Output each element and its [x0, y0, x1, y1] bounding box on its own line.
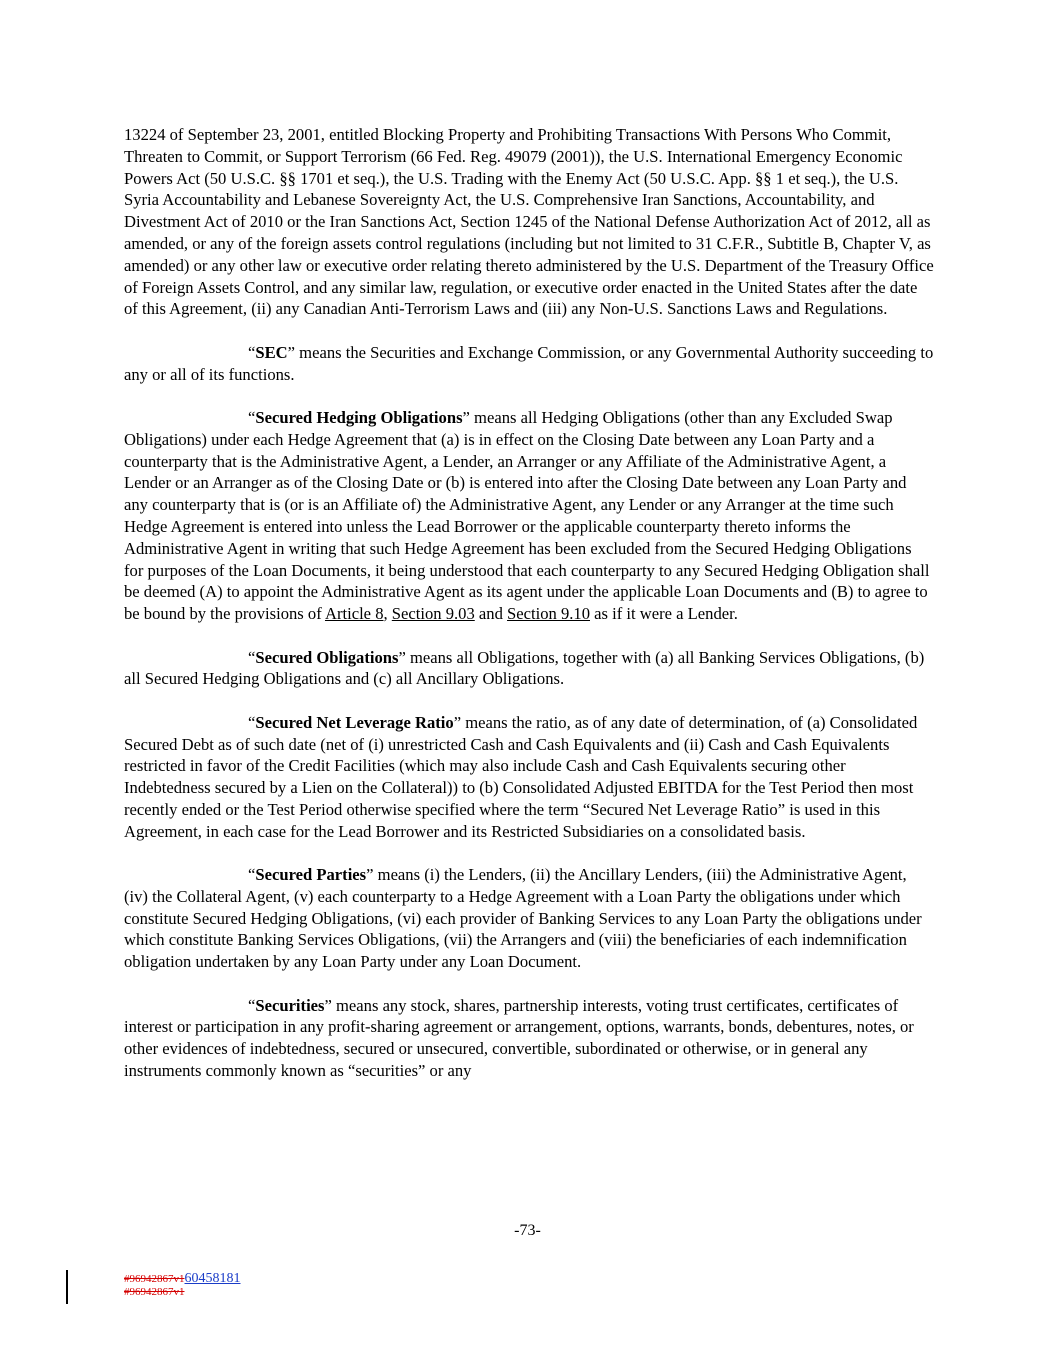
- defined-term: Secured Obligations: [255, 647, 399, 667]
- definition-secured-parties: “Secured Parties” means (i) the Lenders, (ii) the Ancillary Lenders, (iii) the Administrative Agent, (iv) the Collateral Agent, (v) each counterparty to a Hedge Agreement with a Loan Party the obligations under which constitute Secured Hedging Obligations, (vi) each provider of Banking Services to any Loan Party the obligations under which constitute Banking Services Obligations, (vii) the Arrangers and (viii) the beneficiaries of each indemnification obligation undertaken by any Loan Party under any Loan Document.: [124, 865, 922, 972]
- defined-term: Secured Hedging Obligations: [255, 407, 463, 427]
- document-id: [124, 1272, 241, 1299]
- cross-reference-section-9-03: Section 9.03: [391, 604, 475, 624]
- definition-secured-obligations: “Secured Obligations” means all Obligations, together with (a) all Banking Services Obligations, (b) all Secured Hedging Obligations and (c) all Ancillary Obligations.: [124, 647, 925, 689]
- definition-sec: “SEC” means the Securities and Exchange Commission, or any Governmental Authority succeeding to any or all of its functions.: [124, 342, 934, 384]
- cross-reference-article-8: Article 8: [324, 604, 384, 624]
- document-page: [124, 124, 934, 1082]
- deleted-doc-id-2: #96942867v1: [124, 1286, 185, 1298]
- defined-term: Secured Net Leverage Ratio: [255, 712, 454, 732]
- cross-reference-section-9-10: Section 9.10: [507, 604, 590, 624]
- definition-secured-net-leverage-ratio: “Secured Net Leverage Ratio” means the ratio, as of any date of determination, of (a) Consolidated Secured Debt as of such date (net of (i) unrestricted Cash and Cash Equivalents and (ii) Cash and Cash Equivalents restricted in favor of the Credit Facilities (which may also include Cash and Cash Equivalents securing other Indebtedness secured by a Lien on the Collateral)) to (b) Consolidated Adjusted EBITDA for the Test Period then most recently ended or the Test Period otherwise specified where the term “Secured Net Leverage Ratio” is used in this Agreement, in each case for the Lead Borrower and its Restricted Subsidiaries on a consolidated basis.: [124, 712, 918, 841]
- page-number: -73-: [514, 1222, 541, 1239]
- inserted-doc-id: 60458181: [184, 1271, 241, 1286]
- defined-term: Securities: [255, 995, 325, 1015]
- definition-secured-hedging-obligations: “Secured Hedging Obligations” means all Hedging Obligations (other than any Excluded Swap Obligations) under each Hedge Agreement that (a) is in effect on the Closing Date between any Loan Party and a counterparty that is the Administrative Agent, a Lender, an Arranger or any Affiliate of the Administrative Agent, a Lender or an Arranger as of the Closing Date or (b) is entered into after the Closing Date between any Loan Party and any counterparty that is (or is an Affiliate of) the Administrative Agent, any Lender or any Arranger at the time such Hedge Agreement is entered into unless the Lead Borrower or the applicable counterparty thereto informs the Administrative Agent in writing that such Hedge Agreement has been excluded from the Secured Hedging Obligations for purposes of the Loan Documents, it being understood that each counterparty to any Secured Hedging Obligation shall be deemed (A) to appoint the Administrative Agent as its agent under the applicable Loan Documents and (B) to agree to be bound by the provisions of Article 8, Section 9.03 and Section 9.10 as if it were a Lender.: [124, 407, 930, 624]
- defined-term: Secured Parties: [255, 865, 367, 885]
- paragraph-continuation: 13224 of September 23, 2001, entitled Blocking Property and Prohibiting Transactions With Persons Who Commit, Threaten to Commit, or Support Terrorism (66 Fed. Reg. 49079 (2001)), the U.S. International Emergency Economic Powers Act (50 U.S.C. §§ 1701 et seq.), the U.S. Trading with the Enemy Act (50 U.S.C. App. §§ 1 et seq.), the U.S. Syria Accountability and Lebanese Sovereignty Act, the U.S. Comprehensive Iran Sanctions, Accountability, and Divestment Act of 2010 or the Iran Sanctions Act, Section 1245 of the National Defense Authorization Act of 2012, all as amended, or any of the foreign assets control regulations (including but not limited to 31 C.F.R., Subtitle B, Chapter V, as amended) or any other law or executive order relating thereto administered by the U.S. Department of the Treasury Office of Foreign Assets Control, and any similar law, regulation, or executive order enacted in the United States after the date of this Agreement, (ii) any Canadian Anti-Terrorism Laws and (iii) any Non-U.S. Sanctions Laws and Regulations.: [124, 125, 934, 319]
- definition-securities: “Securities” means any stock, shares, partnership interests, voting trust certificates, certificates of interest or participation in any profit-sharing agreement or arrangement, options, warrants, bonds, debentures, notes, or other evidences of indebtedness, secured or unsecured, convertible, subordinated or otherwise, or in general any instruments commonly known as “securities” or any: [124, 995, 914, 1081]
- change-bar: [66, 1270, 68, 1304]
- deleted-doc-id: #96942867v1: [124, 1273, 185, 1285]
- defined-term: SEC: [255, 342, 288, 362]
